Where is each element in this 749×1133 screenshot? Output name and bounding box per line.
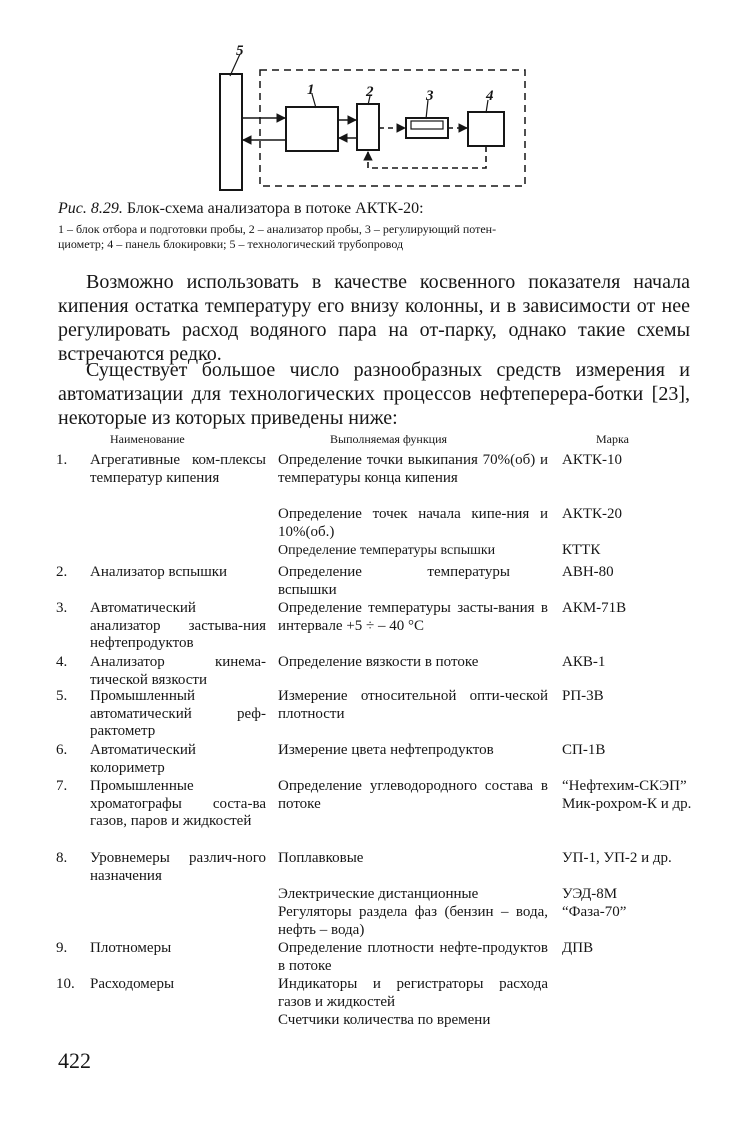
function-item: Определение температуры засты-вания в интервале +5 ÷ – 40 °С: [278, 600, 548, 634]
row-function: [278, 778, 548, 813]
row-name: Промышленные хроматографы соста-ва газов, паров и жидкостей: [90, 778, 266, 829]
mark-item: УП-1, УП-2 и др.: [562, 850, 672, 866]
table-header-mark: Марка: [596, 432, 629, 446]
row-number: 2.: [56, 564, 68, 580]
figure-caption: [58, 200, 698, 218]
diagram-label-2: 2: [366, 84, 374, 100]
function-item: Электрические дистанционные: [278, 886, 479, 902]
row-mark: [562, 654, 702, 672]
row-name: Автоматический анализатор застыва-ния нефтепродуктов: [90, 600, 266, 651]
mark-item: АВН-80: [562, 564, 614, 580]
row-mark: [562, 940, 702, 958]
table-header-function: Выполняемая функция: [330, 432, 448, 446]
mark-item: АКТК-10: [562, 452, 622, 468]
function-item: Регуляторы раздела фаз (бензин – вода, нефть – вода): [278, 904, 548, 938]
mark-item: АКМ-71В: [562, 600, 627, 616]
mark-item: АКТК-20: [562, 506, 622, 522]
row-name: Анализатор кинема-тической вязкости: [90, 654, 266, 688]
pipeline-block-5: [220, 74, 242, 190]
diagram-label-5: 5: [236, 43, 244, 59]
row-function: [278, 688, 548, 723]
row-mark: [562, 778, 702, 813]
row-mark: [562, 688, 702, 706]
function-item: Определение плотности нефте-продуктов в потоке: [278, 940, 548, 974]
function-item: Поплавковые: [278, 850, 364, 866]
mark-item: “Нефтехим-СКЭП” Мик-рохром-К и др.: [562, 778, 692, 812]
mark-item: УЭД-8М: [562, 886, 618, 902]
page-number: 422: [58, 1048, 91, 1073]
function-item: Индикаторы и регистраторы расхода газов и жидкостей: [278, 976, 548, 1010]
function-item: Счетчики количества по времени: [278, 1012, 491, 1028]
diagram-label-1: 1: [307, 82, 315, 98]
row-mark: [562, 564, 702, 582]
mark-item: КТТК: [562, 542, 601, 558]
function-item: Измерение цвета нефтепродуктов: [278, 742, 494, 758]
mark-item: ДПВ: [562, 940, 594, 956]
function-item: Определение углеводородного состава в потоке: [278, 778, 548, 812]
figure-label: Рис. 8.29.: [58, 200, 123, 217]
figure-title: Блок-схема анализатора в потоке АКТК-20:: [126, 200, 424, 217]
potentiometer-scale: [411, 121, 443, 129]
row-number: 3.: [56, 600, 68, 616]
row-number: 7.: [56, 778, 68, 794]
diagram-label-4: 4: [486, 88, 494, 104]
row-number: 10.: [56, 976, 75, 992]
function-item: Определение точки выкипания 70%(об) и температуры конца кипения: [278, 452, 548, 486]
row-number: 9.: [56, 940, 68, 956]
body-paragraph: Возможно использовать в качестве косвенного показателя начала кипения остатка температуру его внизу колонны, и в зависимости от нее регулировать расход водяного пара на от-парку, однако такие схемы встречаются редко.: [58, 271, 690, 365]
function-item: Определение температуры вспышки: [278, 543, 496, 558]
mark-item: АКВ-1: [562, 654, 606, 670]
function-item: Определение точек начала кипе-ния и 10%(об.): [278, 506, 548, 540]
sampling-block-1: [286, 107, 338, 151]
row-function: [278, 742, 548, 760]
figure-legend-line: циометр; 4 – панель блокировки; 5 – технологический трубопровод: [58, 237, 404, 251]
row-name: Расходомеры: [90, 976, 175, 992]
row-number: 4.: [56, 654, 68, 670]
row-function: [278, 600, 548, 635]
diagram-label-3: 3: [426, 88, 434, 104]
row-name: Автоматический колориметр: [90, 742, 196, 776]
function-item: Измерение относительной опти-ческой плотности: [278, 688, 548, 722]
figure-legend-line: 1 – блок отбора и подготовки пробы, 2 – анализатор пробы, 3 – регулирующий потен-: [58, 222, 497, 236]
mark-item: СП-1В: [562, 742, 606, 758]
row-mark: [562, 600, 702, 618]
row-number: 6.: [56, 742, 68, 758]
row-name: Уровнемеры различ-ного назначения: [90, 850, 266, 884]
row-name: Агрегативные ком-плексы температур кипения: [90, 452, 266, 486]
feedback-line-block4-to-block2: [368, 146, 486, 168]
row-name: Промышленный автоматический реф-рактометр: [90, 688, 266, 739]
row-mark: [562, 742, 702, 760]
body-paragraph: Существует большое число разнообразных средств измерения и автоматизации для технологических процессов нефтеперера-ботки [23], некоторые из которых приведены ниже:: [58, 359, 690, 429]
function-item: Определение температуры вспышки: [278, 564, 510, 598]
row-function: [278, 654, 548, 672]
mark-item: РП-3В: [562, 688, 604, 704]
row-name: Плотномеры: [90, 940, 172, 956]
row-number: 1.: [56, 452, 68, 468]
block-diagram: [200, 42, 540, 194]
figure-legend: [58, 222, 698, 252]
interlock-panel-block-4: [468, 112, 504, 146]
row-function: [278, 940, 548, 975]
function-item: Определение вязкости в потоке: [278, 654, 479, 670]
mark-item: “Фаза-70”: [562, 904, 627, 920]
row-function: [278, 564, 548, 599]
row-number: 5.: [56, 688, 68, 704]
table-header-name: Наименование: [110, 432, 185, 446]
row-name: Анализатор вспышки: [90, 564, 228, 580]
row-number: 8.: [56, 850, 68, 866]
analyzer-block-2: [357, 104, 379, 150]
